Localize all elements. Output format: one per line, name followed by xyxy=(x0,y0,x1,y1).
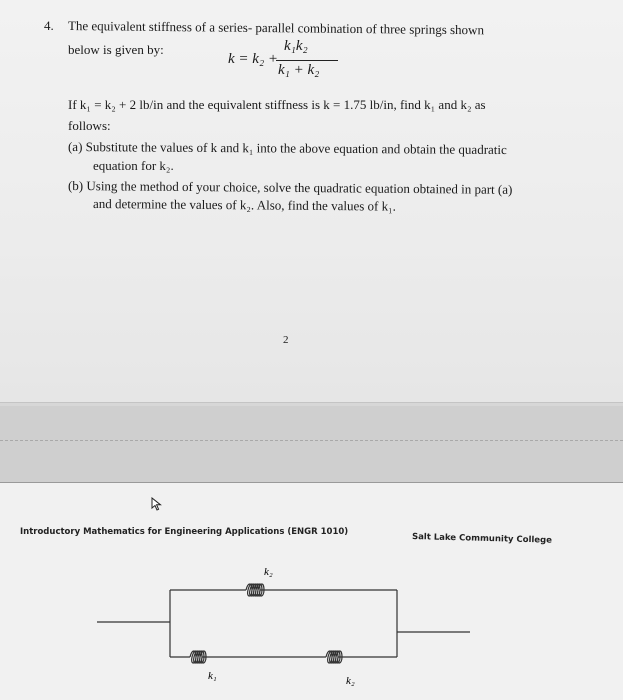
page-number: 2 xyxy=(283,334,289,346)
problem-line-2: below is given by: xyxy=(68,42,164,57)
label-k2-bottom: k₂ xyxy=(346,675,355,687)
part-b-line-2: and determine the values of k₂. Also, find the values of k₁. xyxy=(92,196,396,214)
mouse-cursor-icon xyxy=(151,497,163,516)
page-divider xyxy=(0,402,623,406)
problem-line-1: The equivalent stiffness of a series- parallel combination of three springs shown xyxy=(67,18,485,38)
part-a-line-2: equation for k₂. xyxy=(93,158,174,173)
dashed-divider xyxy=(0,440,623,441)
spring-diagram xyxy=(0,540,623,700)
question-number: 4. xyxy=(44,18,54,33)
fraction-bar xyxy=(276,60,338,61)
label-k1: k₁ xyxy=(208,670,217,682)
formula-numerator: k₁k₂ xyxy=(284,38,308,54)
formula-denominator: k₁ + k₂ xyxy=(278,62,320,78)
problem-line-4: follows: xyxy=(68,118,111,133)
footer-course-title: Introductory Mathematics for Engineering Applications (ENGR 1010) xyxy=(20,527,349,537)
problem-line-3: If k₁ = k₂ + 2 lb/in and the equivalent stiffness is k = 1.75 lb/in, find k₁ and k₂ as xyxy=(68,97,486,112)
label-k2-top: k₂ xyxy=(264,566,273,578)
formula-lhs: k = k₂ + xyxy=(228,51,279,67)
page-divider-lower xyxy=(0,482,623,483)
footer-college: Salt Lake Community College xyxy=(411,532,553,546)
part-b-line-1: (b) Using the method of your choice, solve the quadratic equation obtained in part (a) xyxy=(67,178,513,197)
part-a-line-1: (a) Substitute the values of k and k₁ into the above equation and obtain the quadratic xyxy=(67,139,507,158)
